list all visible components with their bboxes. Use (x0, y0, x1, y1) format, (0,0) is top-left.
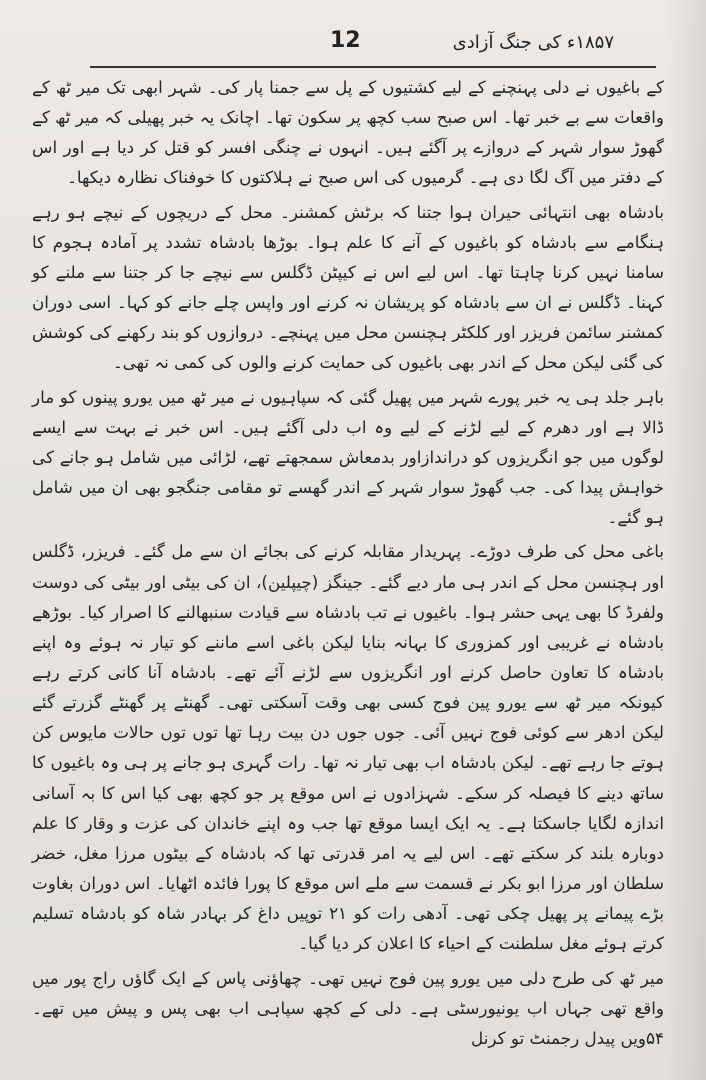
paragraph: باہر جلد ہی یہ خبر پورے شہر میں پھیل گئی کہ سپاہیوں نے میر ٹھ میں یورو پینوں کو مار ڈالا ہے اور دھرم کے لیے لڑنے کے لیے وہ اب دلی آگئے ہیں۔ اس خبر نے بہت سے ایسے لوگوں میں جو انگریزوں کو دراندازاور بدمعاش سمجھتے تھے، لڑائی میں شامل ہو جانے کی خواہش پیدا کی۔ جب گھوڑ سوار شہر کے اندر گھسے تو مقامی جنگجو بھی ان میں شامل ہو گئے۔ (32, 386, 664, 528)
paragraph: باغی محل کی طرف دوڑے۔ پہریدار مقابلہ کرنے کی بجائے ان سے مل گئے۔ فریزر، ڈگلس اور ہچنسن محل کے اندر ہی مار دیے گئے۔ جینگز (چیپلین)، ان کی بیٹی اور بیٹی کی دوست ولفرڈ کا بھی یہی حشر ہوا۔ باغیوں نے تب بادشاہ سے قیادت سنبھالنے کا اصرار کیا۔ بوڑھے بادشاہ نے غریبی اور کمزوری کا بہانہ بنایا لیکن باغی اسے ماننے کو تیار نہ ہوئے وہ اپنے بادشاہ کا تعاون حاصل کرنے اور انگریزوں سے لڑنے آئے تھے۔ بادشاہ آنا کانی کرتے رہے کیونکہ میر ٹھ سے یورو پین فوج کسی بھی وقت آسکتی تھی۔ گھنٹے پر گھنٹے گزرتے گئے لیکن ادھر سے کوئی فوج نہیں آئی۔ جوں جوں دن بیت رہا تھا توں توں حالات مایوس کن ہوتے جا رہے تھے۔ لیکن بادشاہ اب بھی تیار نہ تھا۔ رات گہری ہو جانے پر ہی وہ باغیوں کا ساتھ دینے کا فیصلہ کر سکے۔ شہزادوں نے اس موقع پر جو کچھ بھی کیا اس کا بہ آسانی اندازہ لگایا جاسکتا ہے۔ یہ ایک ایسا موقع تھا جب وہ اپنے خاندان کی عزت و وقار کا علم دوبارہ بلند کر سکتے تھے۔ اس لیے یہ امر قدرتی تھا کہ بادشاہ کے بیٹوں مرزا مغل، خضر سلطان اور مرزا ابو بکر نے قسمت سے ملے اس موقع کا پورا فائدہ اٹھایا۔ اس دوران بغاوت بڑے پیمانے پر پھیل چکی تھی۔ آدھی رات کو ۲۱ توپیں داغ کر بہادر شاہ کو بادشاہ تسلیم کرتے ہوئے مغل سلطنت کے احیاء کا اعلان کر دیا گیا۔ (32, 541, 664, 954)
page-edge-shadow (666, 0, 706, 1080)
page-number: 12 (330, 28, 361, 53)
paragraph: بادشاہ بھی انتہائی حیران ہوا جتنا کہ برٹش کمشنر۔ محل کے دریچوں کے نیچے ہو رہے ہنگامے سے بادشاہ کو باغیوں کے آنے کا علم ہوا۔ بوڑھا بادشاہ تشدد پر آمادہ ہجوم کا سامنا نہیں کرنا چاہتا تھا۔ اس لیے اس نے کیپٹن ڈگلس سے نیچے جا کر جتنا سے ملنے کو کہنا۔ ڈگلس نے ان سے بادشاہ کو پریشان نہ کرنے اور واپس چلے جانے کو کہا۔ اسی دوران کمشنر سائمن فریزر اور کلکٹر ہچنسن محل میں پہنچے۔ دروازوں کو بند رکھنے کی کوشش کی گئی لیکن محل کے اندر بھی باغیوں کی حمایت کرنے والوں کی کمی نہ تھی۔ (32, 201, 664, 373)
paragraph: میر ٹھ کی طرح دلی میں یورو پین فوج نہیں تھی۔ چھاؤنی پاس کے ایک گاؤں راج پور میں واقع تھی جہاں اب یونیورسٹی ہے۔ دلی کے کچھ سپاہی اب بھی پس و پیش میں تھے۔ ۵۴ویں پیدل رجمنٹ تو کرنل (32, 967, 664, 1048)
header-rule (90, 66, 656, 68)
body-text (32, 72, 664, 1057)
paragraph: کے باغیوں نے دلی پہنچنے کے لیے کشتیوں کے پل سے جمنا پار کی۔ شہر ابھی تک میر ٹھ کے واقعات سے بے خبر تھا۔ اس صبح سب کچھ پر سکون تھا۔ اچانک یہ خبر پھیلی کہ میر ٹھ کے گھوڑ سوار شہر کے دروازے پر آگئے ہیں۔ انہوں نے چنگی افسر کو قتل کر دیا ہے اور اس کے دفتر میں آگ لگا دی ہے۔ گرمیوں کی اس صبح نے ہلاکتوں کا خوفناک نظارہ دیکھا۔ (32, 77, 664, 188)
running-title: ۱۸۵۷ء کی جنگ آزادی (452, 32, 614, 53)
page-header (40, 28, 666, 68)
